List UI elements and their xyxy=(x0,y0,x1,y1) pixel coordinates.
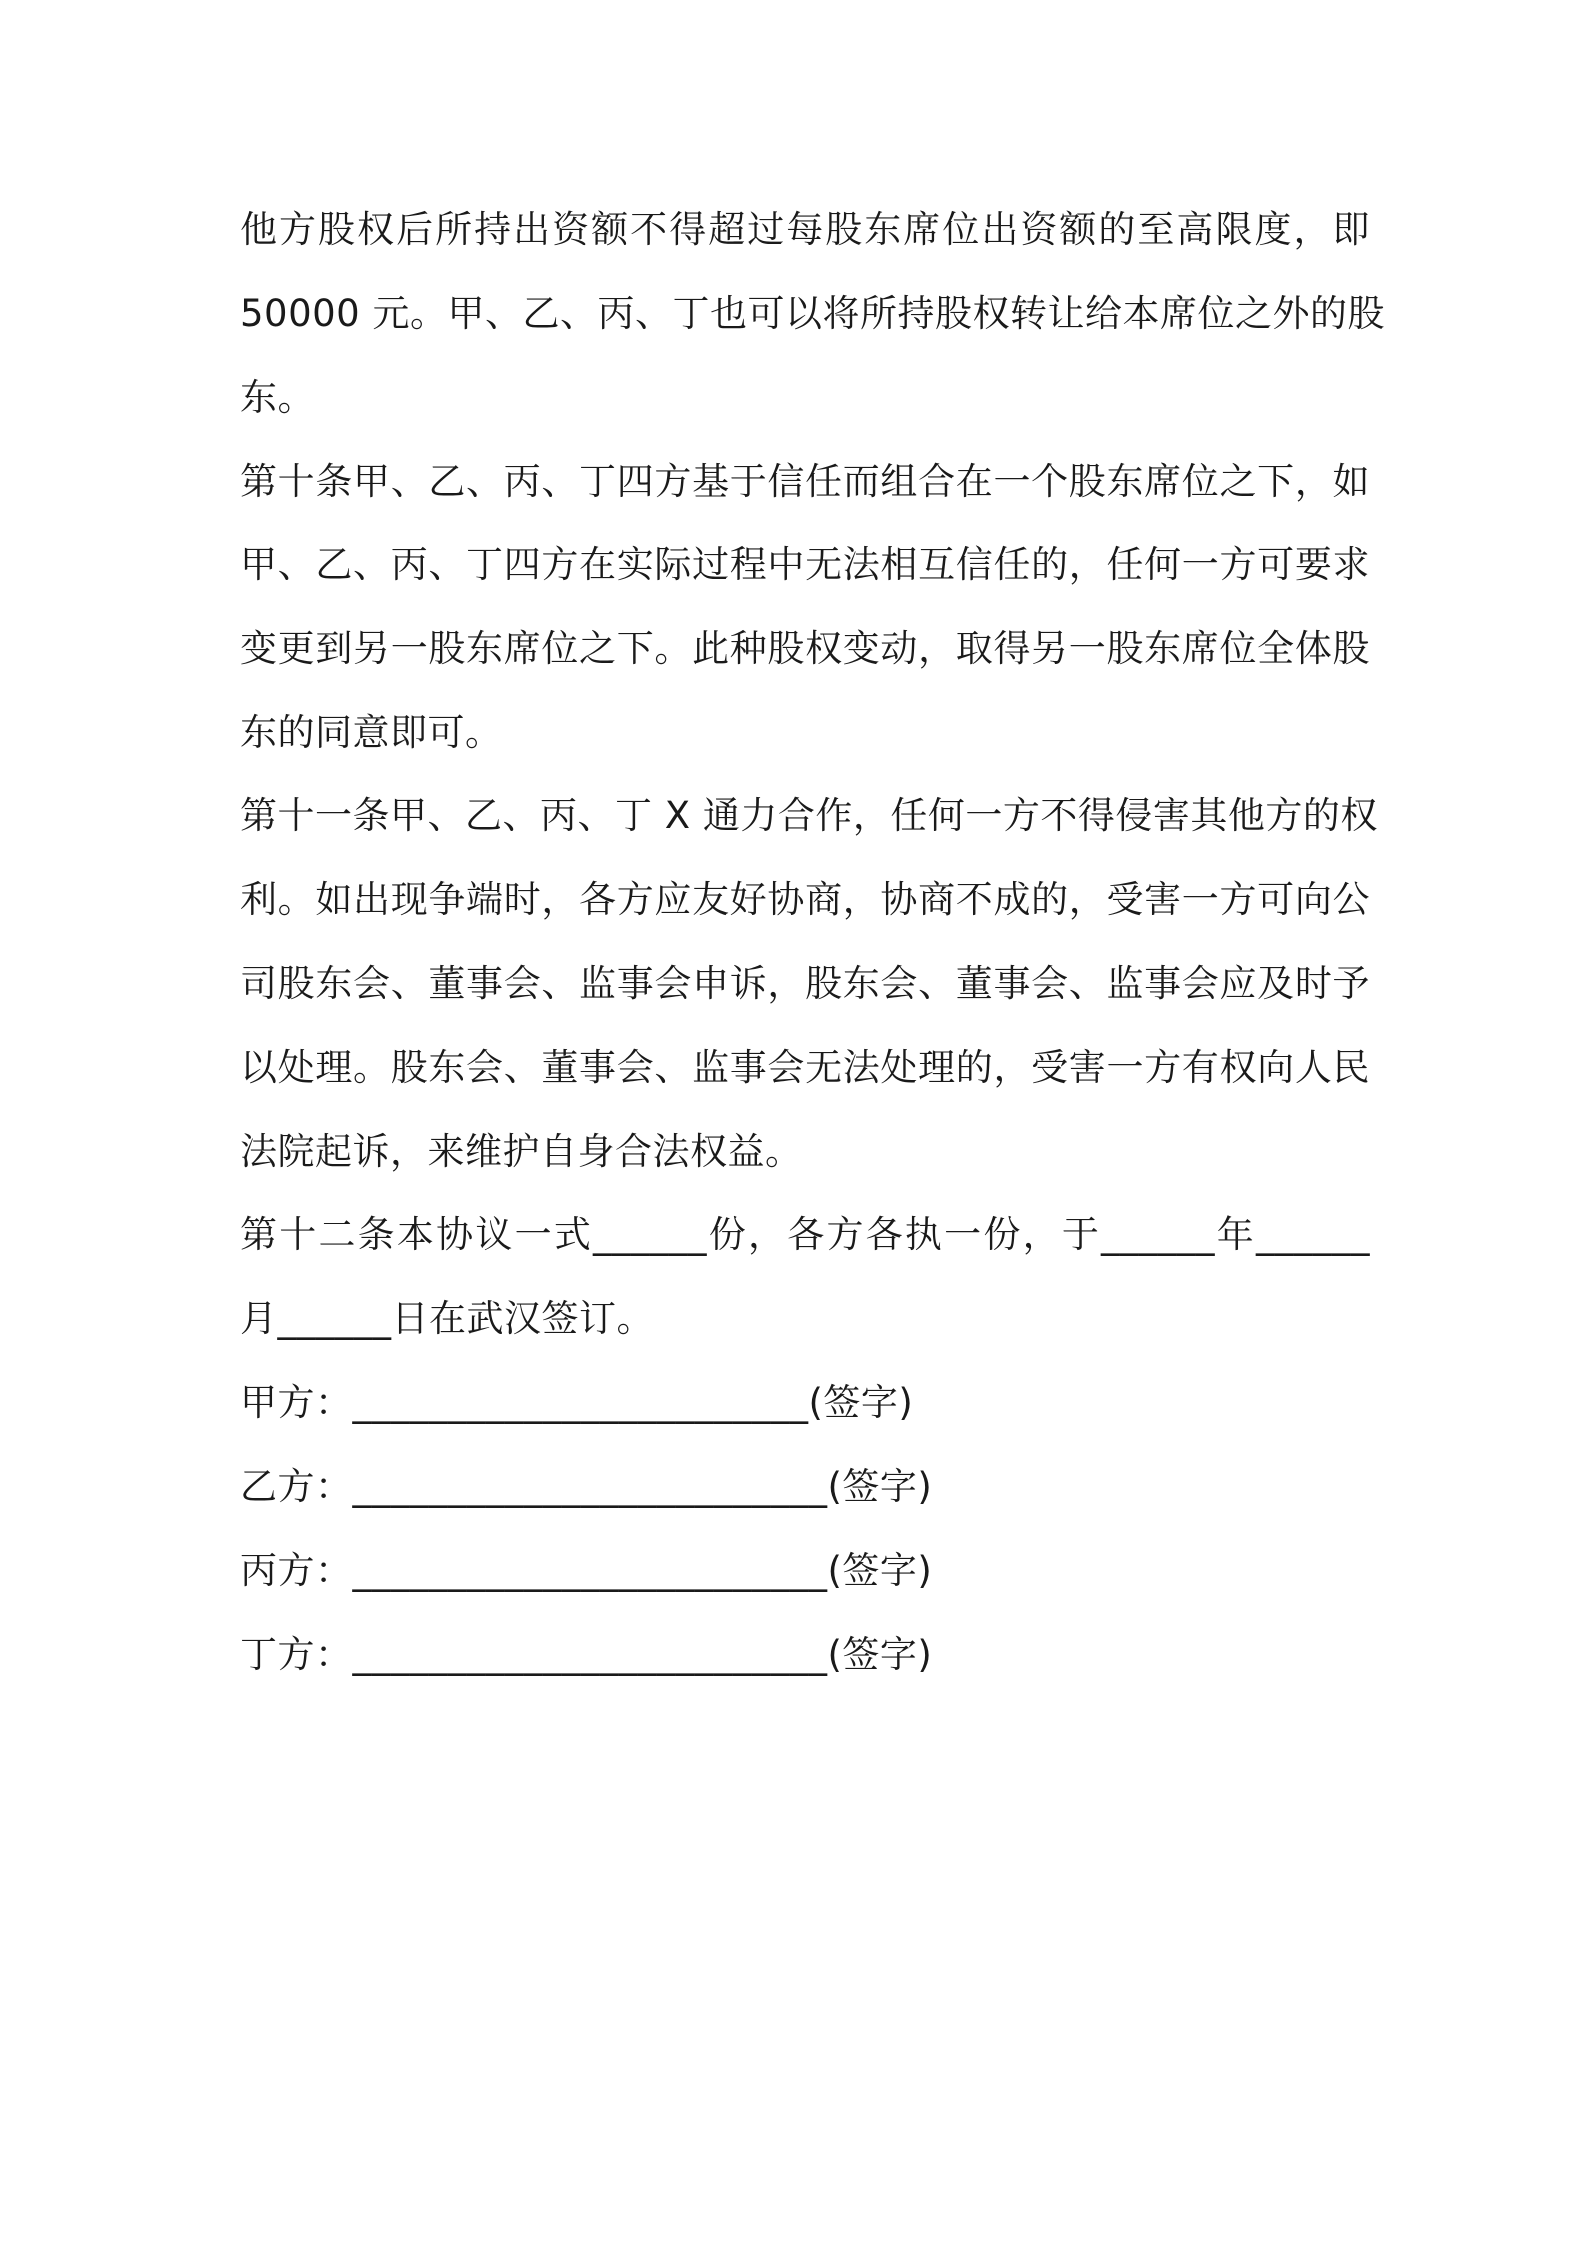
article-10-line: 变更到另一股东席位之下。此种股权变动，取得另一股东席位全体股 xyxy=(240,627,1370,670)
signature-line-jia: 甲方：________________________(签字) xyxy=(240,1381,914,1424)
article-11-line: 法院起诉，来维护自身合法权益。 xyxy=(240,1130,803,1173)
article-11-line: 利。如出现争端时，各方应友好协商，协商不成的，受害一方可向公 xyxy=(240,878,1370,921)
article-10-line: 甲、乙、丙、丁四方在实际过程中无法相互信任的，任何一方可要求 xyxy=(240,543,1370,586)
paragraph-line: 他方股权后所持出资额不得超过每股东席位出资额的至高限度，即 xyxy=(240,208,1370,251)
article-10-line: 第十条甲、乙、丙、丁四方基于信任而组合在一个股东席位之下，如 xyxy=(240,460,1370,503)
signature-line-yi: 乙方：_________________________(签字) xyxy=(240,1465,933,1508)
paragraph-line: 50000 元。甲、乙、丙、丁也可以将所持股权转让给本席位之外的股 xyxy=(240,292,1385,335)
signature-line-bing: 丙方：_________________________(签字) xyxy=(240,1549,933,1592)
article-12-line: 第十二条本协议一式______份，各方各执一份，于______年______ xyxy=(240,1213,1370,1256)
article-12-line: 月______日在武汉签订。 xyxy=(240,1297,654,1340)
article-11-line: 司股东会、董事会、监事会申诉，股东会、董事会、监事会应及时予 xyxy=(240,962,1370,1005)
signature-line-ding: 丁方：_________________________(签字) xyxy=(240,1633,933,1676)
article-11-line: 第十一条甲、乙、丙、丁 X 通力合作，任何一方不得侵害其他方的权 xyxy=(240,794,1378,837)
paragraph-line: 东。 xyxy=(240,376,315,419)
article-10-line: 东的同意即可。 xyxy=(240,711,503,754)
article-11-line: 以处理。股东会、董事会、监事会无法处理的，受害一方有权向人民 xyxy=(240,1046,1370,1089)
